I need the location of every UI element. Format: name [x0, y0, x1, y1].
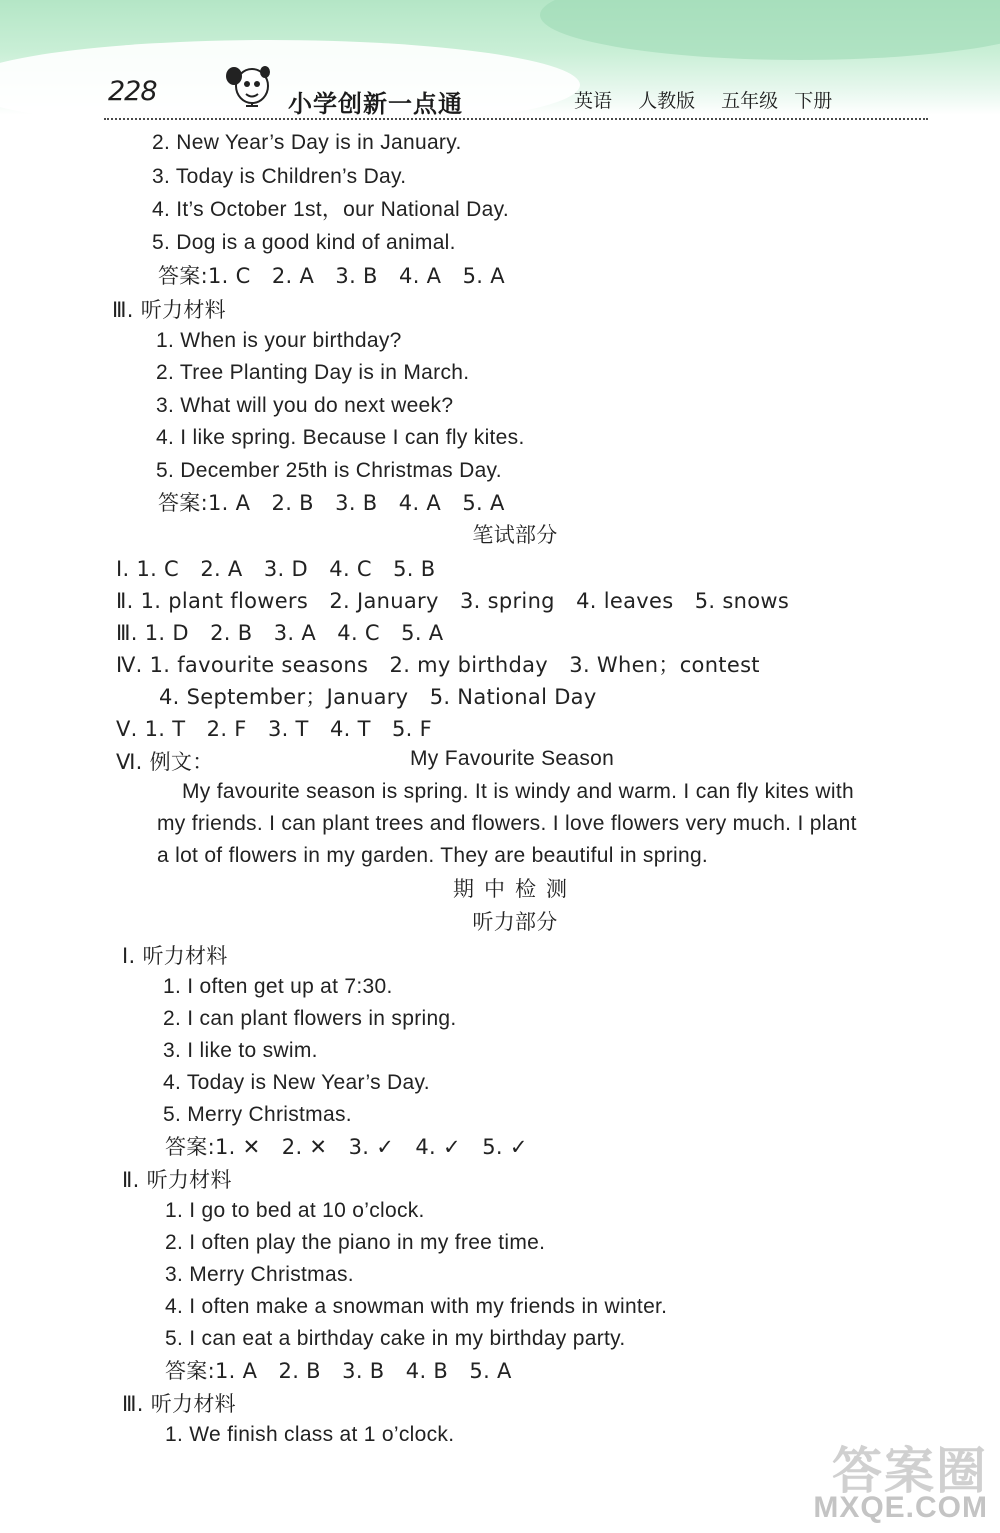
answer-row: Ⅴ. 1. T 2. F 3. T 4. T 5. F [116, 717, 433, 741]
page-number: 228 [108, 76, 157, 107]
list-item: 3. Merry Christmas. [165, 1263, 354, 1286]
list-item: 5. Dog is a good kind of animal. [152, 231, 456, 254]
subject-label: 英语 [574, 90, 613, 112]
section-heading: Ⅱ. 听力材料 [122, 1168, 232, 1192]
list-item: 2. I can plant flowers in spring. [163, 1007, 457, 1030]
volume-label: 下册 [794, 90, 833, 112]
answer-row: Ⅳ. 1. favourite seasons 2. my birthday 3. When；contest [116, 653, 760, 677]
list-item: 2. Tree Planting Day is in March. [156, 361, 470, 384]
chapter-title: 期中检测 [453, 877, 577, 901]
list-item: 1. I often get up at 7:30. [163, 975, 393, 998]
watermark [804, 1427, 994, 1527]
list-item: 4. Today is New Year’s Day. [163, 1071, 430, 1094]
answer-row: Ⅰ. 1. C 2. A 3. D 4. C 5. B [116, 557, 436, 581]
list-item: 4. I like spring. Because I can fly kites. [156, 426, 525, 449]
section-title: 听力部分 [472, 910, 558, 934]
answer-line: 答案:1. A 2. B 3. B 4. B 5. A [165, 1359, 512, 1383]
list-item: 3. What will you do next week? [156, 394, 454, 417]
essay-line: My favourite season is spring. It is windy and warm. I can fly kites with [182, 780, 854, 803]
answer-row: Ⅱ. 1. plant flowers 2. January 3. spring 4. leaves 5. snows [116, 589, 790, 613]
list-item: 1. We finish class at 1 o’clock. [165, 1423, 455, 1446]
list-item: 2. New Year’s Day is in January. [152, 131, 462, 154]
watermark-logo-text: 答案圈 [832, 1442, 988, 1500]
list-item: 2. I often play the piano in my free time. [165, 1231, 546, 1254]
grade-label: 五年级 [721, 90, 779, 112]
answer-line: 答案:1. ✕ 2. ✕ 3. ✓ 4. ✓ 5. ✓ [165, 1135, 528, 1159]
list-item: 5. I can eat a birthday cake in my birthday party. [165, 1327, 626, 1350]
list-item: 3. Today is Children’s Day. [152, 165, 407, 188]
section-heading: Ⅰ. 听力材料 [122, 944, 228, 968]
essay-title: My Favourite Season [410, 747, 615, 770]
section-title: 笔试部分 [472, 523, 558, 547]
list-item: 1. When is your birthday? [156, 329, 402, 352]
book-title: 小学创新一点通 [288, 90, 463, 118]
answer-line: 答案:1. C 2. A 3. B 4. A 5. A [158, 264, 505, 288]
answer-row: 4. September；January 5. National Day [159, 685, 597, 709]
list-item: 4. It’s October 1st，our National Day. [152, 198, 509, 221]
watermark-url: MXQE.COM [813, 1491, 988, 1524]
essay-line: my friends. I can plant trees and flowers. I love flowers very much. I plant [157, 812, 857, 835]
answer-row: Ⅲ. 1. D 2. B 3. A 4. C 5. A [116, 621, 444, 645]
answer-line: 答案:1. A 2. B 3. B 4. A 5. A [158, 491, 505, 515]
section-heading: Ⅲ. 听力材料 [112, 298, 226, 322]
list-item: 5. Merry Christmas. [163, 1103, 352, 1126]
edition-label: 人教版 [638, 90, 696, 112]
list-item: 4. I often make a snowman with my friends in winter. [165, 1295, 668, 1318]
list-item: 5. December 25th is Christmas Day. [156, 459, 502, 482]
section-heading: Ⅲ. 听力材料 [122, 1392, 236, 1416]
essay-line: a lot of flowers in my garden. They are beautiful in spring. [157, 844, 709, 867]
essay-label: Ⅵ. 例文： [116, 750, 214, 774]
list-item: 1. I go to bed at 10 o’clock. [165, 1199, 425, 1222]
list-item: 3. I like to swim. [163, 1039, 318, 1062]
